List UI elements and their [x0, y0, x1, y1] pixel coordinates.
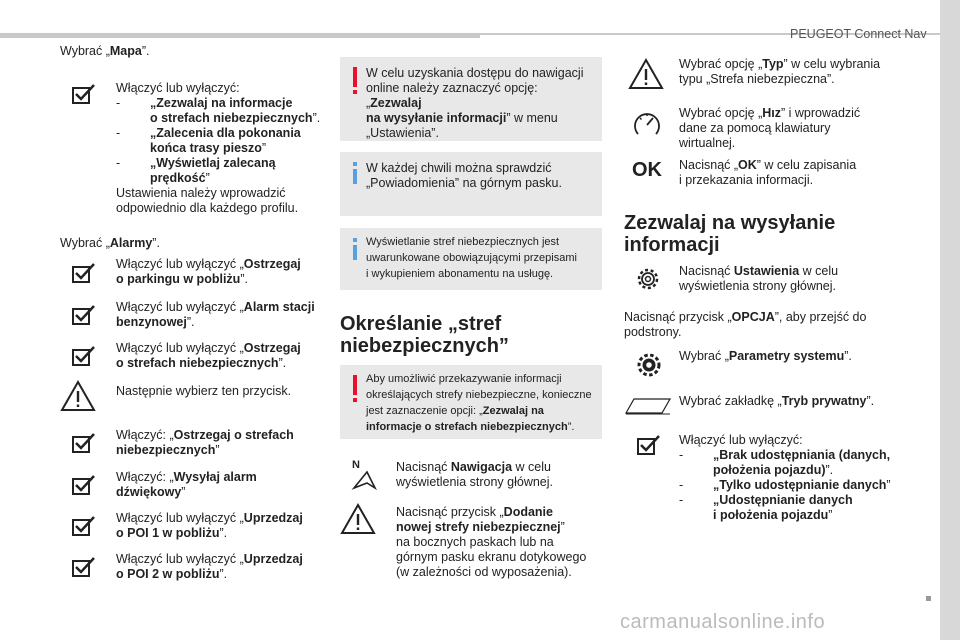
checkbox-icon: [72, 474, 96, 496]
enable-sound-alarm: Włączyć: „Wysyłaj alarm dźwiękowy”: [116, 470, 257, 499]
select-button-text: Następnie wybierz ten przycisk.: [116, 384, 292, 398]
section-heading-danger-zones: Określanie „stref niebezpiecznych”: [340, 313, 509, 357]
toggle-block: Włączyć lub wyłączyć: - „Zezwalaj na informacje o strefach niebezpiecznych”. - „Zalecenia dla pokonania końca trasy pieszo” - „Wyświetlaj zalecaną prędkość”: [116, 81, 321, 185]
warning-icon: [628, 58, 664, 90]
privacy-options: Włączyć lub wyłączyć: - „Brak udostępniania (danych, położenia pojazdu)”. - „Tylko udostępnianie danych” - „Udostępnianie danych i położenia pojazdu”: [679, 433, 891, 522]
svg-text:N: N: [352, 459, 360, 471]
checkbox-icon: [72, 262, 96, 284]
alarms-intro: Wybrać „Alarmy”.: [60, 236, 160, 250]
info-bar-icon: [353, 238, 357, 242]
section-heading-allow-sending: Zezwalaj na wysyłanie informacji: [624, 212, 836, 256]
checkbox-icon: [72, 432, 96, 454]
checkbox-icon: [72, 304, 96, 326]
info-bar-icon: [353, 162, 357, 166]
system-gear-icon: [634, 350, 664, 380]
poi1-warning: Włączyć lub wyłączyć „Uprzedzaj o POI 1 w pobliżu”.: [116, 511, 303, 540]
checkbox-icon: [72, 556, 96, 578]
step-navigation: Nacisnąć Nawigacja w celu wyświetlenia strony głównej.: [396, 460, 554, 489]
step-privacy-tab: Wybrać zakładkę „Tryb prywatny”.: [679, 394, 875, 408]
warning-bar-icon: [353, 67, 357, 87]
ok-icon: OK: [632, 159, 662, 181]
checkbox-icon: [637, 434, 661, 456]
step-ok: Nacisnąć „OK” w celu zapisania i przekazania informacji.: [679, 158, 857, 187]
warning-icon: [340, 503, 376, 535]
page-edge-tab: [940, 0, 960, 640]
tab-icon: [624, 396, 672, 416]
step-settings: Nacisnąć Ustawienia w celu wyświetlenia strony głównej.: [679, 264, 839, 293]
enable-danger-warning: Włączyć: „Ostrzegaj o strefach niebezpiecznych”: [116, 428, 294, 457]
header-rule: [0, 33, 480, 38]
speedometer-icon: [632, 108, 662, 138]
checkbox-icon: [72, 83, 96, 105]
step-add-danger-zone: Nacisnąć przycisk „Dodanie nowej strefy niebezpiecznej” na bocznych paskach lub na górnym pasku ekranu dotykowego (w zależności od wyposażenia).: [396, 505, 587, 579]
checkbox-icon: [72, 345, 96, 367]
poi2-warning: Włączyć lub wyłączyć „Uprzedzaj o POI 2 w pobliżu”.: [116, 552, 303, 581]
header-title: PEUGEOT Connect Nav: [790, 27, 927, 41]
step-speed: Wybrać opcję „Hız” i wprowadzić dane za pomocą klawiatury wirtualnej.: [679, 106, 861, 150]
step-option: Nacisnąć przycisk „OPCJA”, aby przejść do podstrony.: [624, 310, 867, 339]
page-number: 17: [917, 615, 935, 632]
checkbox-icon: [72, 515, 96, 537]
step-type: Wybrać opcję „Typ” w celu wybrania typu „Strefa niebezpieczna”.: [679, 57, 881, 86]
alarm-danger-zones: Włączyć lub wyłączyć „Ostrzegaj o strefach niebezpiecznych”.: [116, 341, 301, 370]
warning-icon: [60, 380, 96, 412]
profile-note: Ustawienia należy wprowadzić odpowiednio dla każdego profilu.: [116, 186, 299, 215]
warning-note-allow-info: Aby umożliwić przekazywanie informacji określających strefy niebezpieczne, konieczne jest zaznaczenie opcji: „Zezwalaj na informacje o strefach niebezpiecznych”.: [340, 365, 602, 439]
map-intro: Wybrać „Mapa”.: [60, 44, 150, 58]
warning-note-online: W celu uzyskania dostępu do nawigacji online należy zaznaczyć opcję: „Zezwalaj na wysyłanie informacji” w menu „Ustawienia”.: [340, 57, 602, 141]
info-note-notifications: W każdej chwili można sprawdzić „Powiadomienia” na górnym pasku.: [340, 152, 602, 216]
info-note-regulations: Wyświetlanie stref niebezpiecznych jest uwarunkowane obowiązującymi przepisami i wykupieniem abonamentu na usługę.: [340, 228, 602, 290]
settings-gear-icon: [634, 265, 662, 293]
navigation-icon: [350, 458, 378, 492]
alarm-fuel-station: Włączyć lub wyłączyć „Alarm stacji benzynowej”.: [116, 300, 315, 329]
step-system-params: Wybrać „Parametry systemu”.: [679, 349, 852, 363]
warning-bar-icon: [353, 375, 357, 395]
watermark: carmanualsonline.info: [620, 611, 826, 633]
page-marker: [926, 596, 931, 601]
alarm-parking: Włączyć lub wyłączyć „Ostrzegaj o parkingu w pobliżu”.: [116, 257, 301, 286]
